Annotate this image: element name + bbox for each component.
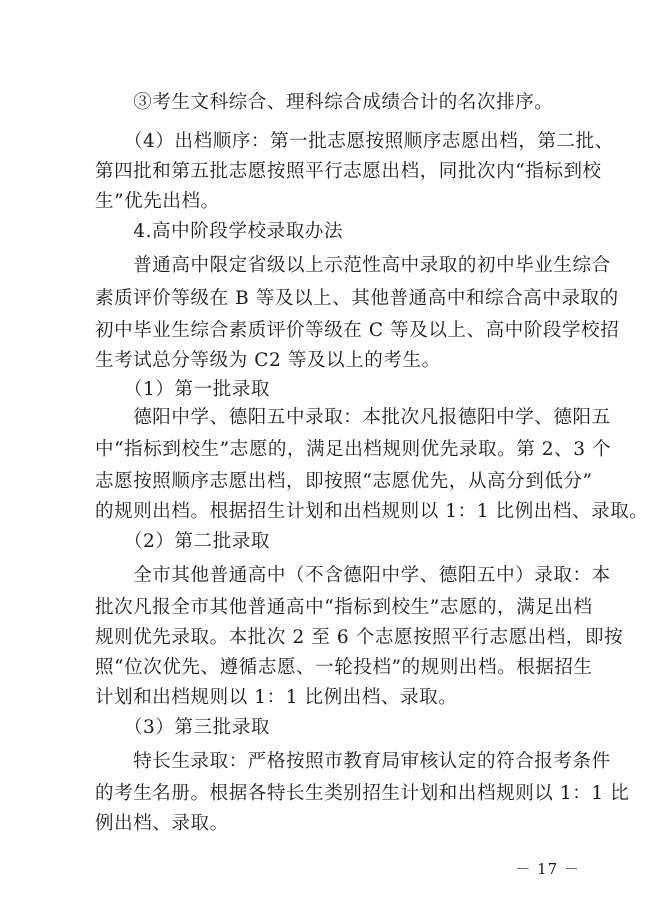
text-line: 生”优先出档。 — [95, 191, 220, 212]
text-line: 初中毕业生综合素质评价等级在 C 等及以上、高中阶段学校招 — [95, 320, 620, 341]
text-line: 第四批和第五批志愿按照平行志愿出档，同批次内“指标到校 — [95, 161, 602, 182]
text-line: 例出档、录取。 — [95, 813, 229, 834]
page-number: － 17 － — [515, 860, 580, 878]
text-line: 特长生录取：严格按照市教育局审核认定的符合报考条件 — [95, 751, 611, 772]
section-heading: 4.高中阶段学校录取办法 — [95, 221, 344, 242]
text-line: 志愿按照顺序志愿出档，即按照“志愿优先，从高分到低分” — [95, 471, 593, 492]
text-line: 批次凡报全市其他普通高中“指标到校生”志愿的，满足出档 — [95, 597, 593, 618]
text-line: （4）出档顺序：第一批志愿按照顺序志愿出档，第二批、 — [95, 131, 614, 152]
text-line: 素质评价等级在 B 等及以上、其他普通高中和综合高中录取的 — [95, 288, 619, 309]
subsection-heading: （3）第三批录取 — [95, 717, 271, 738]
text-line: 全市其他普通高中（不含德阳中学、德阳五中）录取：本 — [95, 565, 611, 586]
text-line: 照“位次优先、遵循志愿、一轮投档”的规则出档。根据招生 — [95, 657, 593, 678]
text-line: 德阳中学、德阳五中录取：本批次凡报德阳中学、德阳五 — [95, 407, 611, 428]
text-line: ③考生文科综合、理科综合成绩合计的名次排序。 — [95, 92, 554, 113]
text-line: 普通高中限定省级以上示范性高中录取的初中毕业生综合 — [95, 255, 611, 276]
subsection-heading: （2）第二批录取 — [95, 531, 271, 552]
text-line: 中“指标到校生”志愿的，满足出档规则优先录取。第 2、3 个 — [95, 439, 612, 460]
text-line: 规则优先录取。本批次 2 至 6 个志愿按照平行志愿出档，即按 — [95, 627, 624, 648]
text-line: 的规则出档。根据招生计划和出档规则以 1：1 比例出档、录取。 — [95, 501, 649, 522]
text-line: 生考试总分等级为 C2 等及以上的考生。 — [95, 350, 441, 371]
text-line: 的考生名册。根据各特长生类别招生计划和出档规则以 1：1 比 — [95, 783, 630, 804]
text-line: 计划和出档规则以 1：1 比例出档、录取。 — [95, 687, 458, 708]
subsection-heading: （1）第一批录取 — [95, 379, 271, 400]
